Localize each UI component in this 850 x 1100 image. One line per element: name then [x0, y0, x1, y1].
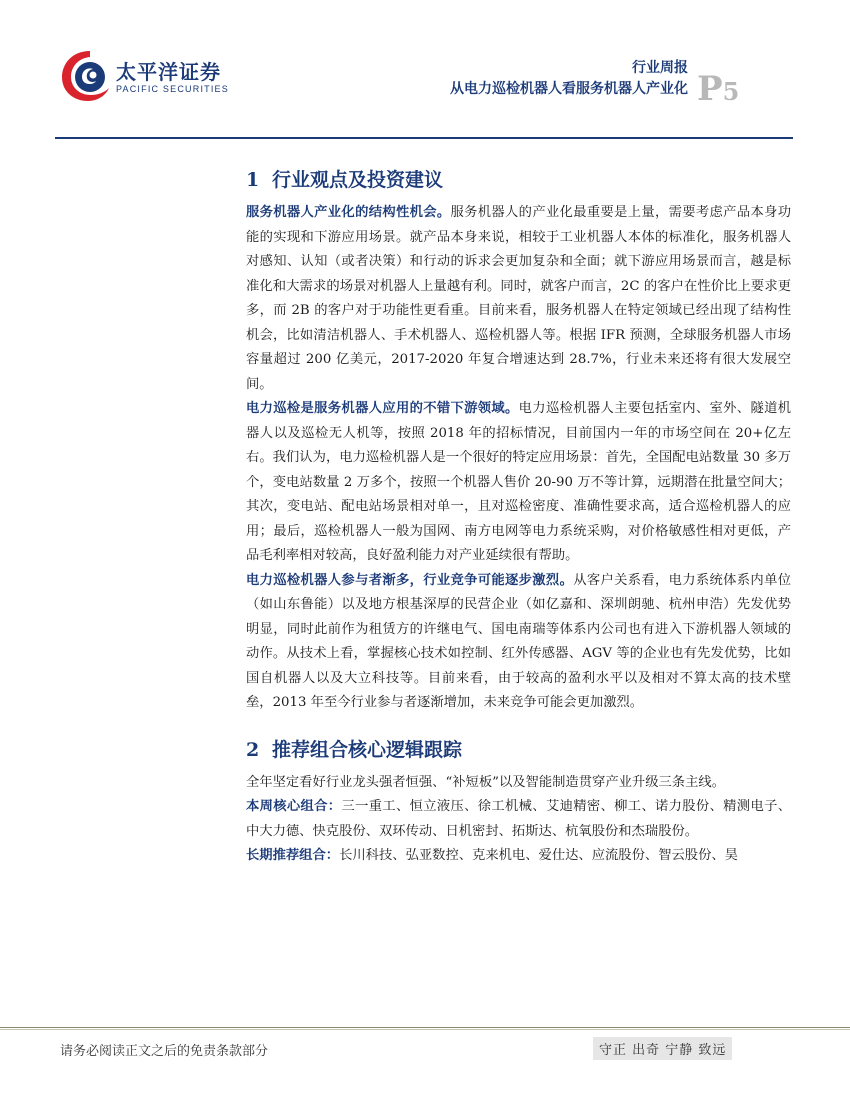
- report-title: 从电力巡检机器人看服务机器人产业化: [450, 81, 688, 97]
- page-number: [697, 69, 740, 109]
- section-2-intro: 全年坚定看好行业龙头强者恒强、“补短板”以及智能制造贯穿产业升级三条主线。: [246, 774, 725, 790]
- page-letter: P: [697, 69, 723, 109]
- paragraph-long-term-portfolio: [246, 844, 791, 869]
- company-logo: [60, 48, 230, 103]
- section-1-heading: [246, 162, 791, 198]
- footer-divider: [0, 1027, 850, 1028]
- paragraph-lead: 长期推荐组合：: [246, 848, 340, 863]
- section-2-title: 推荐组合核心逻辑跟踪: [272, 738, 463, 761]
- report-type: 行业周报: [632, 60, 688, 76]
- header-divider: [55, 137, 793, 139]
- footer-divider-secondary: [0, 1029, 850, 1030]
- paragraph-text: 长川科技、弘亚数控、克来机电、爱仕达、应流股份、智云股份、昊: [339, 848, 738, 863]
- paragraph-text: 电力巡检机器人主要包括室内、室外、隧道机器人以及巡检无人机等，按照 2018 年的招标情况，目前国内一年的市场空间在 20+亿左右。我们认为，电力巡检机器人是一个很好的特定应用场景：首先，全国配电站数量 30 多万个，变电站数量 2 万多个，按照一个机器人售价 20-90 万不等计算，远期潜在批量空间大；其次，变电站、配电站场景相对单一，且对巡检密度、准确性要求高，适合巡检机器人的应用；最后，巡检机器人一般为国网、南方电网等电力系统采购，对价格敏感性相对更低，产品毛利率相对较高，良好盈利能力对产业延续很有帮助。: [246, 401, 792, 563]
- page-number-value: 5: [722, 77, 740, 106]
- paragraph-power-inspection: [246, 397, 791, 569]
- paragraph-text: 服务机器人的产业化最重要是上量，需要考虑产品本身功能的实现和下游应用场景。就产品本身来说，相较于工业机器人本体的标准化，服务机器人对感知、认知（或者决策）和行动的诉求会更加复杂和全面；就下游应用场景而言，越是标准化和大需求的场景对机器人上量越有利。同时，就客户而言，2C 的客户在性价比上要求更多，而 2B 的客户对于功能性更看重。目前来看，服务机器人在特定领域已经出现了结构性机会，比如清洁机器人、手术机器人、巡检机器人等。根据 IFR 预测，全球服务机器人市场容量超过 200 亿美元，2017-2020 年复合增速达到 28.7%，行业未来还将有很大发展空间。: [246, 205, 792, 392]
- paragraph-text: 从客户关系看，电力系统体系内单位（如山东鲁能）以及地方根基深厚的民营企业（如亿嘉和、深圳朗驰、杭州申浩）先发优势明显，同时此前作为租赁方的许继电气、国电南瑞等体系内公司也有进入下游机器人领域的动作。从技术上看，掌握核心技术如控制、红外传感器、AGV 等的企业也有先发优势，比如国自机器人以及大立科技等。目前来看，由于较高的盈利水平以及相对不算太高的技术壁垒，2013 年至今行业参与者逐渐增加，未来竞争可能会更加激烈。: [246, 572, 792, 710]
- brand-name-cn: 太平洋证券: [116, 60, 221, 84]
- section-2-number: 2: [246, 738, 260, 761]
- report-body: [246, 162, 791, 869]
- company-motto: 守正 出奇 宁静 致远: [593, 1037, 732, 1060]
- section-2-heading: [246, 732, 791, 768]
- paragraph-core-portfolio: [246, 795, 791, 844]
- paragraph-lead: 本周核心组合：: [246, 799, 342, 814]
- paragraph-lead: 电力巡检是服务机器人应用的不错下游领域。: [246, 401, 519, 416]
- paragraph-lead: 电力巡检机器人参与者渐多，行业竞争可能逐步激烈。: [246, 572, 574, 588]
- pacific-securities-logo-icon: [60, 48, 112, 103]
- brand-name-en: PACIFIC SECURITIES: [116, 84, 229, 94]
- section-1-title: 行业观点及投资建议: [272, 169, 444, 191]
- disclaimer-note: 请务必阅读正文之后的免责条款部分: [60, 1044, 269, 1059]
- paragraph-competition: [246, 569, 791, 716]
- section-1-number: 1: [246, 169, 260, 191]
- paragraph-text: 三一重工、恒立液压、徐工机械、艾迪精密、柳工、诺力股份、精测电子、中大力德、快克股份、双环传动、日机密封、拓斯达、杭氧股份和杰瑞股份。: [246, 799, 792, 839]
- paragraph-structural-opportunity: [246, 201, 791, 397]
- section-spacer: [246, 716, 791, 732]
- paragraph-lead: 服务机器人产业化的结构性机会。: [246, 205, 451, 220]
